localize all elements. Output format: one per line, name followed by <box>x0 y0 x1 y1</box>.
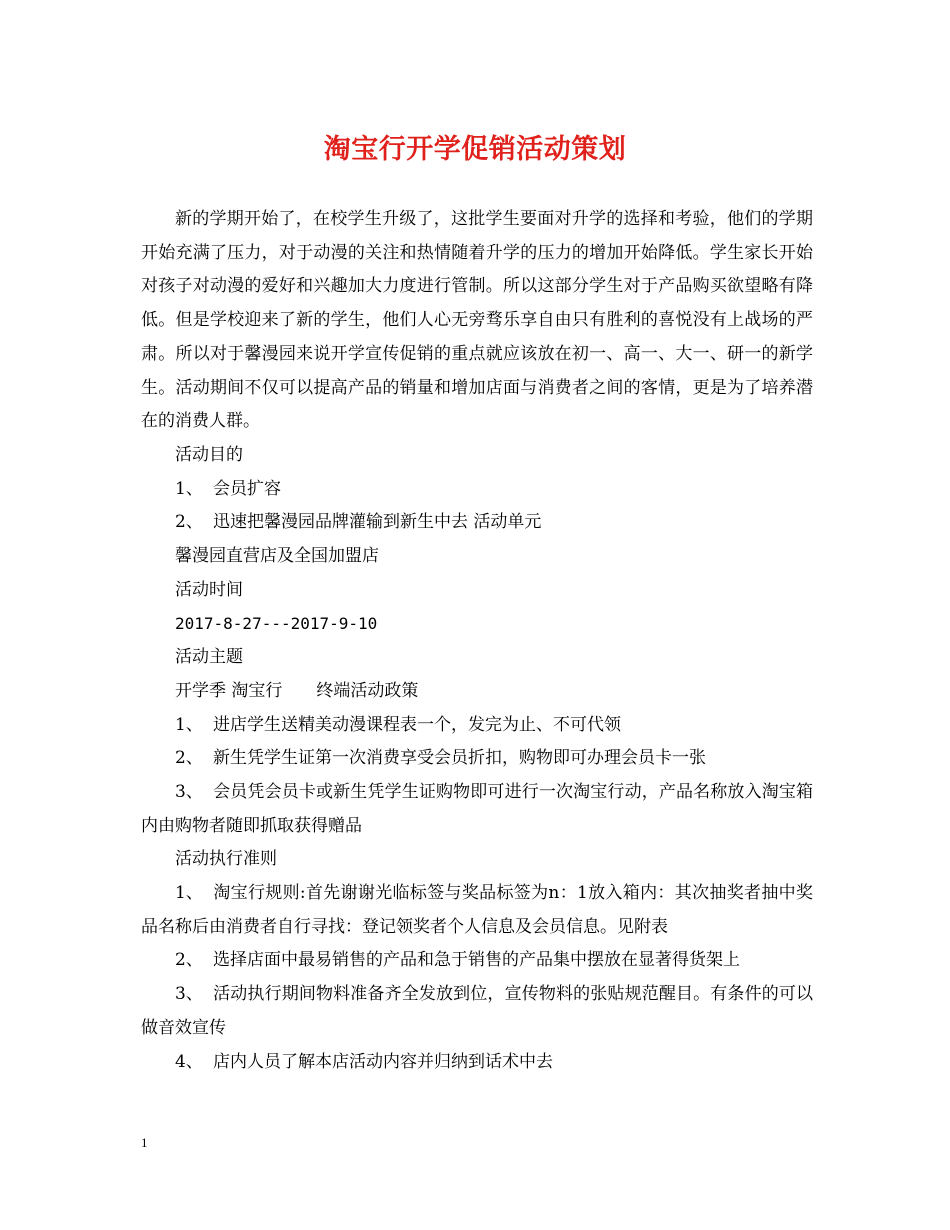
item-number: 2、 <box>175 950 203 971</box>
item-text: 进店学生送精美动漫课程表一个，发完为止、不可代领 <box>213 714 621 735</box>
rules-item <box>141 877 813 944</box>
theme-heading: 活动主题 <box>175 647 243 668</box>
policy-item <box>141 776 813 843</box>
purpose-item <box>141 473 813 507</box>
time-heading: 活动时间 <box>175 579 243 600</box>
item-text: 会员扩容 <box>213 478 281 499</box>
rules-item <box>141 1046 813 1080</box>
rules-item <box>141 944 813 978</box>
item-text: 淘宝行规则:首先谢谢光临标签与奖品标签为n：1放入箱内：其次抽奖者抽中奖品名称后由消费者自行寻找：登记领奖者个人信息及会员信息。见附表 <box>141 883 813 937</box>
policy-item <box>141 709 813 743</box>
item-number: 2、 <box>175 748 203 769</box>
policy-item <box>141 742 813 776</box>
page-number: 1 <box>141 1135 148 1150</box>
intro-paragraph: 新的学期开始了，在校学生升级了，这批学生要面对升学的选择和考验，他们的学期开始充满了压力，对于动漫的关注和热情随着升学的压力的增加开始降低。学生家长开始对孩子对动漫的爱好和兴趣加大力度进行管制。所以这部分学生对于产品购买欲望略有降低。但是学校迎来了新的学生，他们人心无旁骛乐享自由只有胜利的喜悦没有上战场的严肃。所以对于馨漫园来说开学宣传促销的重点就应该放在初一、高一、大一、研一的新学生。活动期间不仅可以提高产品的销量和增加店面与消费者之间的客情，更是为了培养潜在的消费人群。 <box>141 209 813 432</box>
item-text: 店内人员了解本店活动内容并归纳到话术中去 <box>213 1051 553 1072</box>
item-number: 1、 <box>175 714 203 735</box>
theme-value: 开学季 淘宝行 终端活动政策 <box>175 680 419 701</box>
document-title: 淘宝行开学促销活动策划 <box>323 134 627 165</box>
item-text: 选择店面中最易销售的产品和急于销售的产品集中摆放在显著得货架上 <box>213 950 740 971</box>
item-text: 活动执行期间物料准备齐全发放到位，宣传物料的张贴规范醒目。有条件的可以做音效宣传 <box>141 984 813 1038</box>
rules-item <box>141 978 813 1045</box>
item-text: 新生凭学生证第一次消费享受会员折扣，购物即可办理会员卡一张 <box>213 748 706 769</box>
item-number: 2、 <box>175 512 203 533</box>
unit-text: 馨漫园直营店及全国加盟店 <box>175 546 379 567</box>
item-number: 1、 <box>175 478 203 499</box>
item-number: 4、 <box>175 1051 203 1072</box>
document-body <box>141 203 813 1079</box>
item-text: 会员凭会员卡或新生凭学生证购物即可进行一次淘宝行动，产品名称放入淘宝箱内由购物者随即抓取获得赠品 <box>141 781 813 836</box>
purpose-heading: 活动目的 <box>175 444 243 465</box>
rules-heading: 活动执行准则 <box>175 849 277 870</box>
purpose-item <box>141 506 813 540</box>
time-value: 2017-8-27---2017-9-10 <box>175 614 378 634</box>
item-number: 3、 <box>175 781 203 802</box>
item-number: 1、 <box>175 883 203 904</box>
item-text: 迅速把馨漫园品牌灌输到新生中去 活动单元 <box>213 512 542 533</box>
item-number: 3、 <box>175 984 203 1005</box>
